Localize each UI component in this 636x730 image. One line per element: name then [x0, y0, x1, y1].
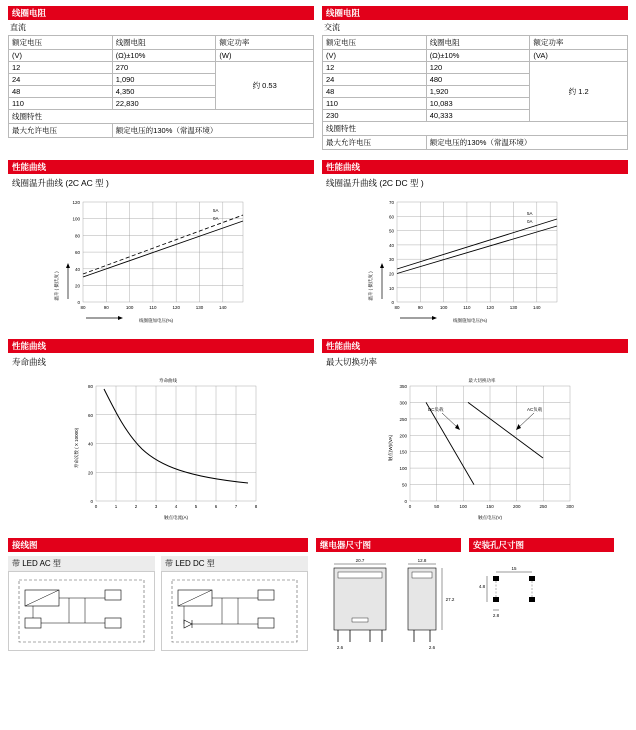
col-power: 额定功率: [530, 36, 628, 50]
svg-text:120: 120: [72, 200, 80, 205]
svg-text:8: 8: [254, 504, 258, 509]
wiring-ac-panel: [8, 554, 155, 651]
svg-text:80: 80: [87, 384, 93, 389]
cell-power: 约 1.2: [530, 62, 628, 122]
chart-switching-power: [322, 373, 628, 530]
svg-text:7: 7: [234, 504, 238, 509]
wiring-ac-diagram: [8, 571, 155, 651]
curve-dc-section: [322, 160, 628, 331]
y-axis-label: 温升 ( 摄氏度 ): [54, 271, 59, 301]
col-power: 额定功率: [216, 36, 314, 50]
table-unit-row: [323, 50, 628, 62]
relay-dimension-svg: [316, 554, 461, 654]
mount-dimension-svg: [469, 554, 614, 654]
svg-text:30: 30: [388, 257, 394, 263]
cell-resistance: 1,090: [112, 74, 216, 86]
svg-text:250: 250: [399, 416, 407, 422]
switching-power-title: 性能曲线: [322, 339, 628, 353]
x-axis-label: 触点电压(V): [478, 515, 502, 520]
life-switch-row: [8, 339, 628, 530]
svg-text:0: 0: [408, 504, 412, 509]
svg-text:130: 130: [195, 305, 204, 310]
coil-dc-section: [8, 6, 314, 150]
cell-voltage: 110: [323, 98, 427, 110]
y-axis-label: 寿命次数 ( X 10000): [74, 427, 79, 469]
coil-characteristic-row: [323, 136, 628, 150]
cell-voltage: 110: [9, 98, 113, 110]
relay-dimension-drawing: [316, 554, 461, 656]
char-value: 额定电压的130%（常温环境）: [112, 124, 313, 138]
series-label-5a: 5A: [527, 211, 533, 216]
svg-text:3: 3: [154, 504, 158, 509]
cell-resistance: 22,830: [112, 98, 216, 110]
svg-text:0: 0: [391, 300, 394, 305]
cell-resistance: 120: [426, 62, 530, 74]
char-label: 线圈特性: [9, 110, 314, 124]
series-label-0a: 0A: [213, 216, 219, 221]
table-row: [323, 62, 628, 74]
wiring-dc-diagram: [161, 571, 308, 651]
coil-ac-table: [322, 35, 628, 150]
relay-dimension-section: [316, 538, 461, 656]
svg-text:200: 200: [399, 433, 407, 439]
chart-title: 寿命曲线: [159, 378, 177, 383]
curve-ac-section: [8, 160, 314, 331]
svg-text:100: 100: [125, 305, 134, 310]
svg-text:200: 200: [512, 504, 521, 509]
svg-text:90: 90: [103, 305, 109, 310]
svg-text:40: 40: [87, 441, 93, 447]
x-axis-label: 线圈施加电压(%): [453, 318, 487, 323]
svg-text:150: 150: [486, 504, 494, 509]
life-curve-subtitle: 寿命曲线: [12, 357, 47, 367]
svg-text:250: 250: [539, 504, 548, 509]
coil-dc-title: 线圈电阻: [8, 6, 314, 20]
table-unit-row: [9, 50, 314, 62]
coil-ac-section: [322, 6, 628, 150]
svg-text:120: 120: [172, 305, 180, 310]
svg-text:60: 60: [87, 412, 93, 418]
col-voltage: 额定电压: [9, 36, 113, 50]
chart-title: 最大切换功率: [468, 378, 496, 383]
cell-voltage: 24: [323, 74, 427, 86]
dim-hole-spacing-v: 4.8: [478, 584, 486, 589]
life-curve-title: 性能曲线: [8, 339, 314, 353]
chart-switching-power-svg: [322, 373, 632, 528]
svg-text:100: 100: [459, 504, 468, 509]
coil-ac-title: 线圈电阻: [322, 6, 628, 20]
cell-power: 约 0.53: [216, 62, 314, 110]
svg-text:300: 300: [566, 504, 574, 509]
svg-text:140: 140: [219, 305, 227, 310]
coil-dc-table: [8, 35, 314, 138]
unit-voltage: (V): [9, 50, 113, 62]
wiring-panels: [8, 554, 308, 651]
cell-resistance: 10,083: [426, 98, 530, 110]
svg-text:100: 100: [439, 305, 448, 310]
temp-rise-row: [8, 160, 628, 331]
col-resistance: 线圈电阻: [426, 36, 530, 50]
dim-width: 20.7: [355, 558, 365, 563]
series-label-0a: 0A: [527, 219, 533, 224]
svg-text:10: 10: [388, 285, 394, 291]
svg-text:0: 0: [90, 499, 93, 504]
svg-text:90: 90: [417, 305, 423, 310]
cell-resistance: 1,920: [426, 86, 530, 98]
unit-resistance: (Ω)±10%: [112, 50, 216, 62]
y-axis-label: 温升 ( 摄氏度 ): [368, 271, 373, 301]
coil-characteristic-row: [9, 124, 314, 138]
svg-text:50: 50: [401, 482, 407, 488]
svg-text:2: 2: [134, 504, 138, 509]
chart-life: [8, 373, 314, 530]
svg-text:1: 1: [114, 504, 118, 509]
coil-characteristic-header: [323, 122, 628, 136]
svg-text:80: 80: [394, 305, 400, 310]
svg-text:6: 6: [214, 504, 218, 509]
svg-text:4: 4: [174, 504, 178, 509]
wiring-ac-label: 带 LED AC 型: [8, 556, 155, 571]
svg-text:20: 20: [388, 271, 394, 277]
svg-text:5: 5: [194, 504, 198, 509]
coil-ac-type: 交流: [324, 23, 340, 32]
curve-dc-title: 性能曲线: [322, 160, 628, 174]
svg-text:50: 50: [434, 504, 440, 509]
svg-text:70: 70: [388, 200, 394, 205]
chart-life-svg: [8, 373, 318, 528]
svg-text:20: 20: [87, 470, 93, 476]
wiring-section: [8, 538, 308, 656]
svg-text:130: 130: [509, 305, 518, 310]
unit-resistance: (Ω)±10%: [426, 50, 530, 62]
series-label-5a: 5A: [213, 208, 219, 213]
cell-voltage: 48: [9, 86, 113, 98]
life-curve-section: [8, 339, 314, 530]
table-header-row: [9, 36, 314, 50]
svg-text:60: 60: [74, 250, 80, 256]
char-name: 最大允许电压: [323, 136, 427, 150]
dim-height: 27.2: [445, 597, 455, 602]
x-axis-label: 触点电流(A): [164, 515, 188, 520]
mount-dimension-drawing: [469, 554, 614, 656]
svg-text:80: 80: [80, 305, 86, 310]
cell-voltage: 230: [323, 110, 427, 122]
char-name: 最大允许电压: [9, 124, 113, 138]
char-label: 线圈特性: [323, 122, 628, 136]
chart-coil-temp-dc-svg: [322, 194, 632, 329]
table-row: [9, 62, 314, 74]
svg-text:40: 40: [388, 242, 394, 248]
cell-resistance: 480: [426, 74, 530, 86]
cell-resistance: 40,333: [426, 110, 530, 122]
svg-text:50: 50: [388, 228, 394, 234]
cell-voltage: 12: [9, 62, 113, 74]
unit-voltage: (V): [323, 50, 427, 62]
svg-text:0: 0: [404, 499, 407, 504]
cell-resistance: 4,350: [112, 86, 216, 98]
wiring-dc-label: 带 LED DC 型: [161, 556, 308, 571]
curve-ac-subtitle: 线圈温升曲线 (2C AC 型 ): [12, 178, 109, 188]
svg-text:40: 40: [74, 266, 80, 272]
coil-dc-type: 直流: [10, 23, 26, 32]
svg-text:110: 110: [149, 305, 157, 310]
curve-dc-subtitle: 线圈温升曲线 (2C DC 型 ): [326, 178, 424, 188]
col-resistance: 线圈电阻: [112, 36, 216, 50]
y-axis-label: 触点(W)/(VA): [388, 434, 393, 462]
dim-pin-2: 2.6: [428, 645, 436, 650]
svg-text:100: 100: [72, 216, 80, 222]
cell-voltage: 48: [323, 86, 427, 98]
annotation-dc-load: DC负载: [428, 407, 444, 412]
cell-voltage: 12: [323, 62, 427, 74]
coil-characteristic-header: [9, 110, 314, 124]
svg-text:0: 0: [77, 300, 80, 305]
chart-coil-temp-ac: [8, 194, 314, 331]
svg-text:60: 60: [388, 214, 394, 220]
wiring-ac-svg: [9, 572, 154, 652]
switching-power-section: [322, 339, 628, 530]
mount-dimension-title: 安装孔尺寸图: [469, 538, 614, 552]
wiring-title: 接线图: [8, 538, 308, 552]
col-voltage: 额定电压: [323, 36, 427, 50]
switching-power-subtitle: 最大切换功率: [326, 357, 378, 367]
coil-tables-row: [8, 6, 628, 150]
dim-hole-spacing-h: 15: [511, 566, 517, 571]
svg-text:150: 150: [399, 449, 407, 455]
dim-pad-width: 2.8: [492, 613, 500, 618]
svg-text:300: 300: [399, 400, 407, 406]
relay-dimension-title: 继电器尺寸图: [316, 538, 461, 552]
wiring-dc-svg: [162, 572, 307, 652]
svg-text:110: 110: [463, 305, 471, 310]
chart-coil-temp-ac-svg: [8, 194, 318, 329]
svg-text:350: 350: [399, 384, 407, 389]
wiring-dimension-row: [8, 538, 628, 656]
svg-text:0: 0: [94, 504, 98, 509]
wiring-dc-panel: [161, 554, 308, 651]
svg-text:140: 140: [533, 305, 541, 310]
table-header-row: [323, 36, 628, 50]
cell-resistance: 270: [112, 62, 216, 74]
cell-voltage: 24: [9, 74, 113, 86]
dim-depth: 12.8: [417, 558, 427, 563]
svg-text:120: 120: [486, 305, 494, 310]
unit-power: (W): [216, 50, 314, 62]
svg-text:100: 100: [399, 466, 407, 472]
curve-ac-title: 性能曲线: [8, 160, 314, 174]
x-axis-label: 线圈施加电压(%): [139, 318, 173, 323]
annotation-ac-load: AC负载: [527, 407, 543, 412]
mount-dimension-section: [469, 538, 614, 656]
svg-text:20: 20: [74, 283, 80, 289]
char-value: 额定电压的130%（常温环境）: [426, 136, 627, 150]
chart-coil-temp-dc: [322, 194, 628, 331]
dim-pin-1: 2.6: [336, 645, 344, 650]
unit-power: (VA): [530, 50, 628, 62]
svg-text:80: 80: [74, 233, 80, 239]
